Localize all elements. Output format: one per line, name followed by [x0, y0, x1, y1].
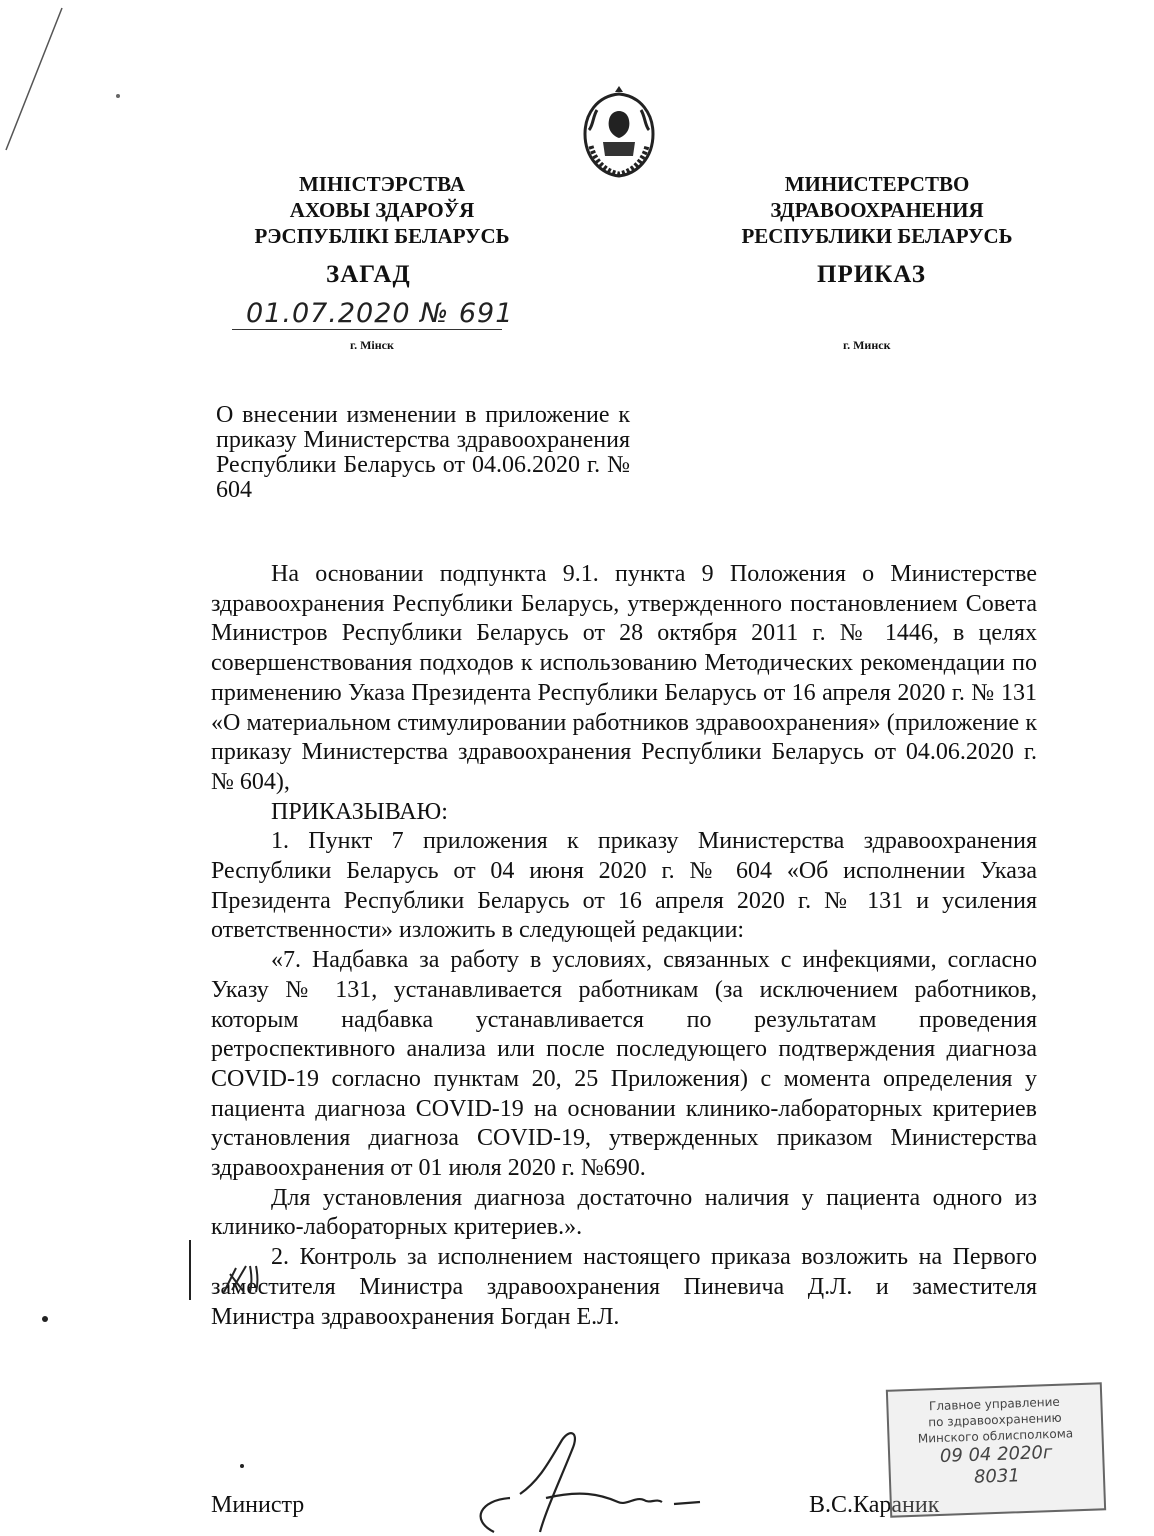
ministry-header-by-line: АХОВЫ ЗДАРОЎЯ [289, 198, 475, 222]
signatory-name: В.С.Караник [809, 1492, 940, 1518]
order-date-number: 01.07.2020 № 691 [246, 298, 514, 329]
stamp-date: 09 04 2020г [939, 1442, 1053, 1467]
preamble-paragraph: На основании подпункта 9.1. пункта 9 Положения о Министерстве здравоохранения Республики Беларусь, утвержденного постановлением Совета Министров Республики Беларусь от 28 октября 2011 г. № 1446, в целях совершенствования подходов к использованию Методических рекомендации по применению Указа Президента Республики Беларусь от 16 апреля 2020 г. № 131 «О материальном стимулировании работников здравоохранения» (приложение к приказу Министерства здравоохранения Республики Беларусь от 04.06.2020 г. № 604), [211, 561, 1037, 795]
date-underline [232, 329, 502, 330]
stamp-line: Главное управление [928, 1394, 1061, 1414]
handwritten-signature [450, 1420, 710, 1536]
stamp-number: 8031 [973, 1465, 1021, 1488]
scan-dot [42, 1316, 48, 1322]
item-2-paragraph: 2. Контроль за исполнением настоящего приказа возложить на Первого заместителя Министра здравоохранения Пиневича Д.Л. и заместителя Министра здравоохранения Богдан Е.Л. [211, 1244, 1037, 1330]
state-emblem-icon [575, 86, 663, 182]
ministry-header-by-line: РЭСПУБЛІКІ БЕЛАРУСЬ [254, 224, 510, 248]
signatory-title: Министр [211, 1492, 305, 1518]
order-directive: ПРИКАЗЫВАЮ: [271, 798, 448, 825]
ministry-header-ru-line: МИНИСТЕРСТВО [784, 172, 970, 196]
city-ru: г. Минск [843, 338, 891, 352]
quote-paragraph-2: Для установления диагноза достаточно наличия у пациента одного из клинико-лабораторных критериев.». [211, 1184, 1037, 1241]
ministry-header-by-line: МІНІСТЭРСТВА [298, 172, 466, 196]
scan-dot [240, 1464, 244, 1468]
quote-paragraph: «7. Надбавка за работу в условиях, связанных с инфекциями, согласно Указу № 131, устанавливается работникам (за исключением работников, которым надбавка устанавливается по результатам проведения ретроспективного анализа или после последующего подтверждения диагноза COVID-19 согласно пунктам 20, 25 Приложения) с момента определения у пациента диагноза COVID-19 на основании клинико-лабораторных критериев установления диагноза COVID-19, утвержденных приказом Министерства здравоохранения от 01 июля 2020 г. №690. [211, 947, 1037, 1182]
order-body [211, 560, 1037, 1332]
ministry-header-ru [722, 171, 1032, 249]
city-by: г. Мінск [350, 338, 394, 352]
handwritten-check-icon [222, 1262, 268, 1296]
order-subject: О внесении изменении в приложение к приказу Министерства здравоохранения Республики Беларусь от 04.06.2020 г. № 604 [216, 402, 630, 503]
stamp-line: Минского облисполкома [917, 1426, 1074, 1446]
order-title-by: ЗАГАД [326, 261, 411, 288]
ministry-header-ru-line: ЗДРАВООХРАНЕНИЯ [770, 198, 984, 222]
scan-artifact-line [0, 0, 140, 160]
stamp-line: по здравоохранению [928, 1410, 1062, 1430]
registration-stamp [886, 1382, 1106, 1517]
item-1-paragraph: 1. Пункт 7 приложения к приказу Министерства здравоохранения Республики Беларусь от 04 июня 2020 г. № 604 «Об исполнении Указа Президента Республики Беларусь от 16 апреля 2020 г. № 131 и усиления ответственности» изложить в следующей редакции: [211, 828, 1037, 944]
ministry-header-ru-line: РЕСПУБЛИКИ БЕЛАРУСЬ [741, 224, 1013, 248]
margin-mark [189, 1240, 191, 1300]
order-title-ru: ПРИКАЗ [817, 261, 926, 288]
ministry-header-by [232, 171, 532, 249]
